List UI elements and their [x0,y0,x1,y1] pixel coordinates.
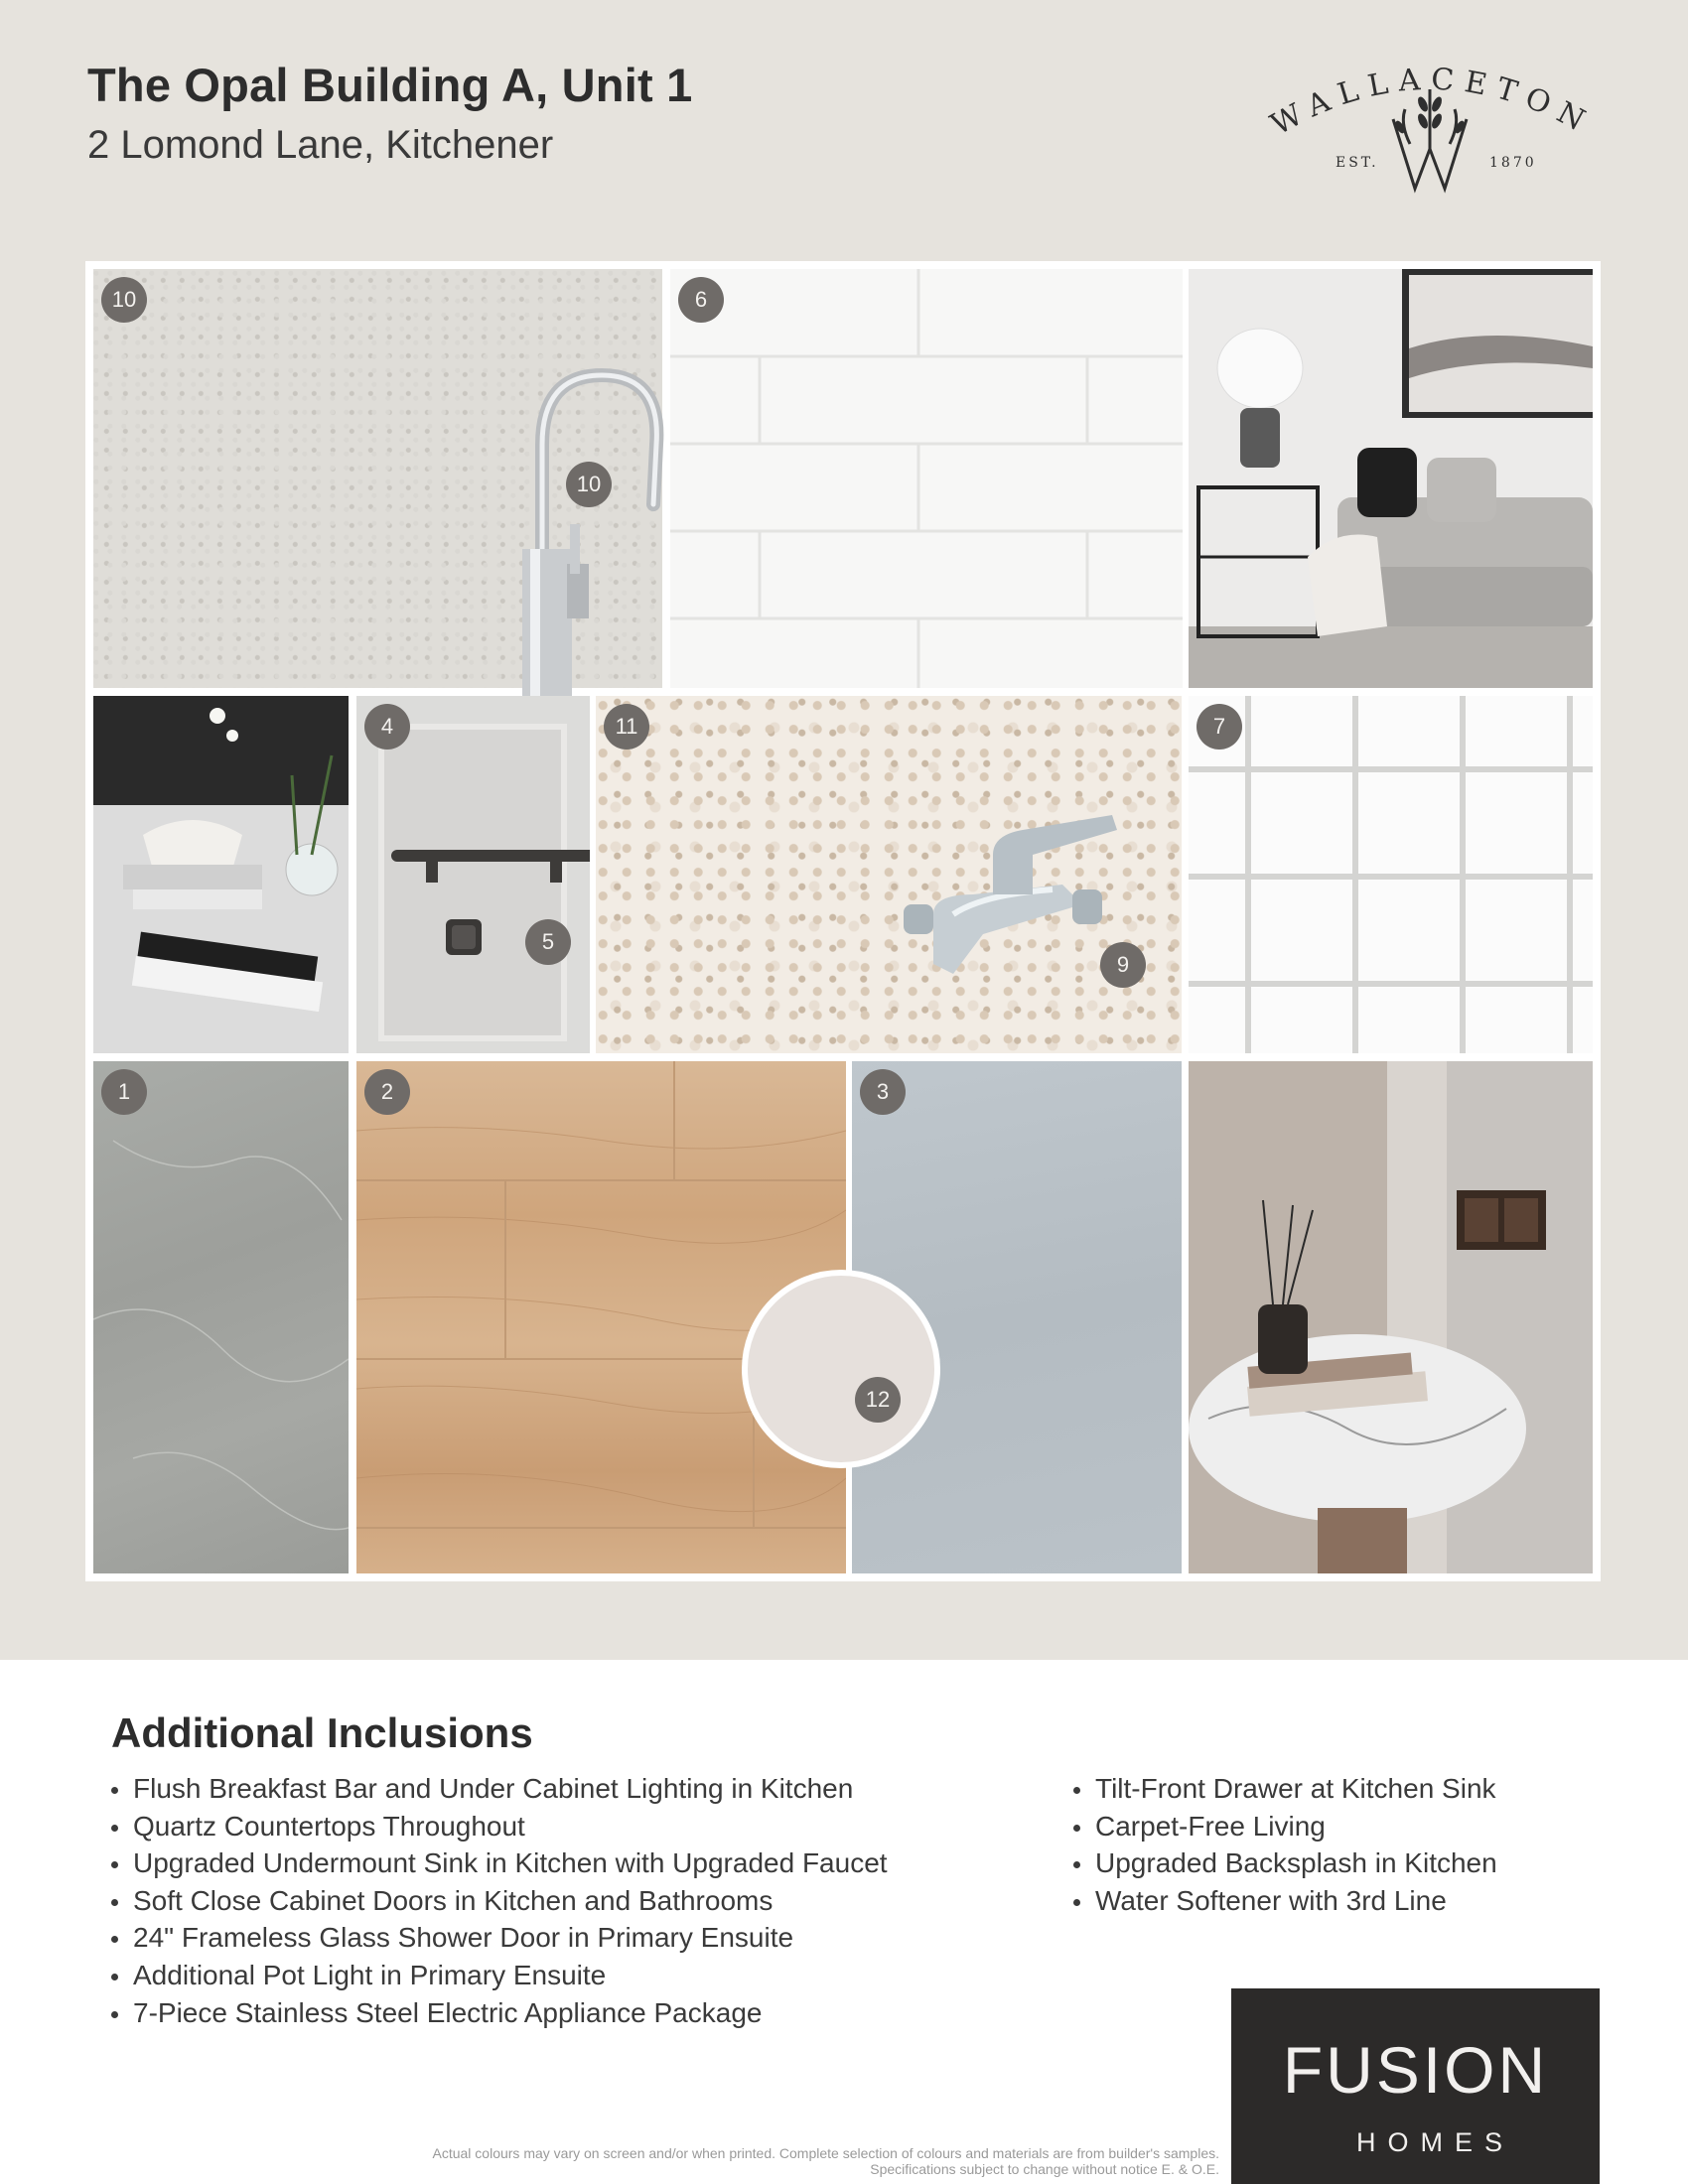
fusion-homes-logo [1231,1988,1600,2184]
fusion-logo-sub: HOMES [1355,2127,1514,2157]
svg-text:1870: 1870 [1489,155,1537,171]
selection-board [85,261,1601,1581]
square-tile-pattern [1189,696,1593,1053]
disclaimer-line: Actual colours may vary on screen and/or when printed. Complete selection of colours and materials are from builder's samples. [432,2145,1219,2161]
tile-number: 12 [855,1377,901,1423]
tile-number: 10 [101,277,147,323]
tile-number: 9 [1100,942,1146,988]
svg-text:EST.: EST. [1336,155,1379,171]
tile-number: 10 [566,462,612,507]
tile-number: 1 [101,1069,147,1115]
tile-number: 11 [604,704,649,750]
inclusions-list-right [1071,1770,1497,1919]
disclaimer [433,2146,1220,2161]
tile-vanity-countertop [596,696,1182,1053]
tile-bathroom-wall-tile [1189,696,1593,1053]
list-item: Upgraded Undermount Sink in Kitchen with Upgraded Faucet [109,1844,888,1882]
decor-illustration [93,696,349,1053]
subway-tile-pattern [670,269,1183,688]
list-item: 7-Piece Stainless Steel Electric Appliance Package [109,1994,888,2032]
list-item: Quartz Countertops Throughout [109,1808,888,1845]
tile-number: 6 [678,277,724,323]
list-item: Additional Pot Light in Primary Ensuite [109,1957,888,1994]
living-room-illustration [1189,269,1593,688]
page-title: The Opal Building A, Unit 1 [87,59,693,111]
marble-vein-pattern [93,1061,349,1573]
wallaceton-logo [1246,50,1614,199]
tile-floor-tile [93,1061,349,1573]
inclusions-heading: Additional Inclusions [111,1709,533,1756]
kitchen-faucet-image [512,355,671,713]
list-item: Tilt-Front Drawer at Kitchen Sink [1071,1770,1497,1808]
fusion-logo-word: FUSION [1282,2033,1549,2107]
tile-cabinet-door [356,696,590,1053]
disclaimer-line: Specifications subject to change without notice E. & O.E. [870,2161,1219,2177]
tile-number: 2 [364,1069,410,1115]
inclusions-list-left [109,1770,888,2031]
list-item: 24" Frameless Glass Shower Door in Primary Ensuite [109,1919,888,1957]
list-item: Soft Close Cabinet Doors in Kitchen and Bathrooms [109,1882,888,1920]
tile-number: 3 [860,1069,906,1115]
tile-side-table-photo [1189,1061,1593,1573]
disclaimer [870,2162,1219,2177]
paint-colour-swatch [742,1270,940,1468]
tile-kitchen-backsplash [670,269,1183,688]
tile-number: 5 [525,919,571,965]
page-subtitle: 2 Lomond Lane, Kitchener [87,123,554,167]
side-table-illustration [1189,1061,1593,1573]
bathroom-faucet-image [894,785,1122,974]
cabinet-hardware-illustration [356,696,590,1053]
list-item: Water Softener with 3rd Line [1071,1882,1497,1920]
tile-decor-photo [93,696,349,1053]
tile-number: 7 [1196,704,1242,750]
tile-number: 4 [364,704,410,750]
list-item: Carpet-Free Living [1071,1808,1497,1845]
list-item: Upgraded Backsplash in Kitchen [1071,1844,1497,1882]
list-item: Flush Breakfast Bar and Under Cabinet Lighting in Kitchen [109,1770,888,1808]
svg-text:WALLACETON: WALLACETON [1265,62,1600,143]
tile-living-room-photo [1189,269,1593,688]
